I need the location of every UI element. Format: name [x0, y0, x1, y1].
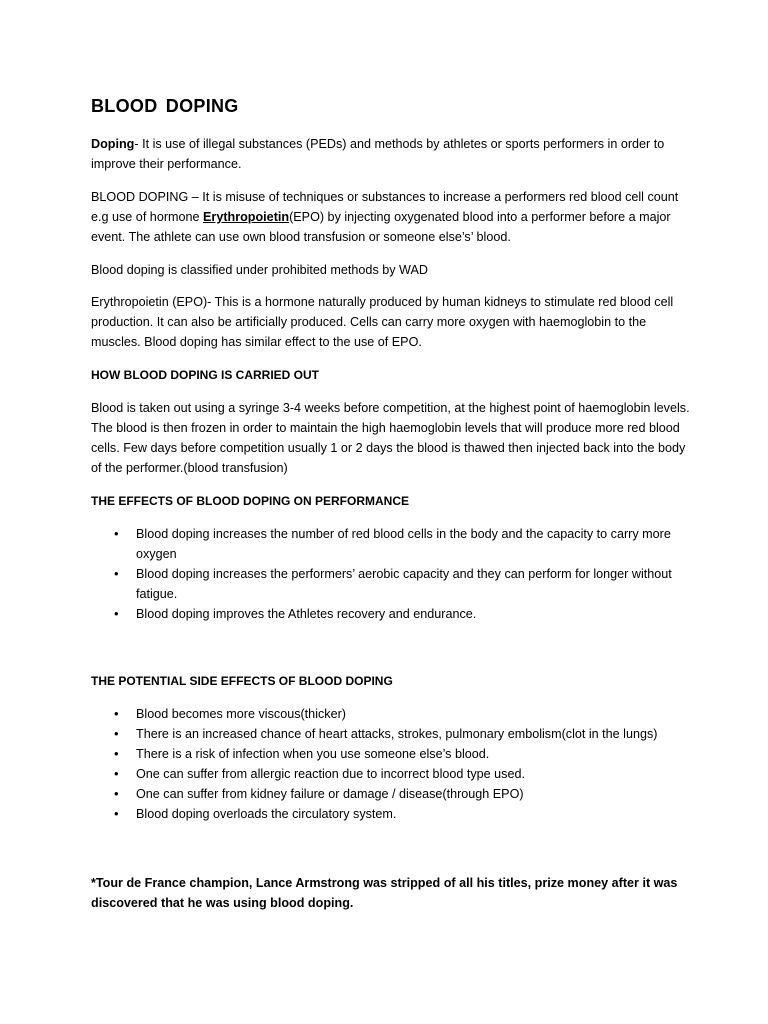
how-paragraph: Blood is taken out using a syringe 3-4 weeks before competition, at the highest point of haemoglobin levels. The blood is then frozen in order to maintain the high haemoglobin levels that will produce more red blood cells. Few days before competition usually 1 or 2 days the blood is thawed then injected back into the body of the performer.(blood transfusion) — [91, 401, 690, 475]
list-item: • One can suffer from kidney failure or damage / disease(through EPO) — [91, 784, 691, 804]
list-item: • There is an increased chance of heart attacks, strokes, pulmonary embolism(clot in the lungs) — [91, 724, 691, 744]
side-effects-list — [91, 704, 691, 824]
side-effects-heading: THE POTENTIAL SIDE EFFECTS OF BLOOD DOPING — [91, 674, 393, 688]
list-item: • Blood doping overloads the circulatory system. — [91, 804, 691, 824]
list-item: • Blood becomes more viscous(thicker) — [91, 704, 691, 724]
how-heading: HOW BLOOD DOPING IS CARRIED OUT — [91, 368, 319, 382]
effects-list — [91, 524, 691, 624]
doping-definition-text: - It is use of illegal substances (PEDs) and methods by athletes or sports performers in order to improve their performance. — [91, 137, 665, 171]
blood-doping-text-2: (EPO) by injecting oxygenated blood into a performer before a major event. The athlete can use own blood transfusion or someone else’s’ blood. — [91, 210, 671, 244]
list-item: • There is a risk of infection when you use someone else’s blood. — [91, 744, 691, 764]
epo-paragraph: Erythropoietin (EPO)- This is a hormone naturally produced by human kidneys to stimulate red blood cell production. It can also be artificially produced. Cells can carry more oxygen with haemoglobin to the muscles. Blood doping has similar effect to the use of EPO. — [91, 295, 674, 349]
doping-definition — [91, 134, 691, 174]
list-item: • Blood doping increases the performers’ aerobic capacity and they can perform for longer without fatigue. — [91, 564, 691, 604]
effects-heading: THE EFFECTS OF BLOOD DOPING ON PERFORMANCE — [91, 494, 410, 508]
blood-doping-text-1: BLOOD DOPING – It is misuse of techniques or substances to increase a performers red blood cell count e.g use of hormone — [91, 190, 679, 224]
blood-doping-definition — [91, 187, 691, 247]
list-item: • Blood doping improves the Athletes recovery and endurance. — [91, 604, 691, 624]
classified-statement: Blood doping is classified under prohibited methods by WAD — [91, 263, 428, 277]
erythropoietin-term: Erythropoietin — [203, 210, 290, 224]
list-item: • One can suffer from allergic reaction due to incorrect blood type used. — [91, 764, 691, 784]
list-item: • Blood doping increases the number of red blood cells in the body and the capacity to carry more oxygen — [91, 524, 691, 564]
page-title: BLOOD DOPING — [91, 96, 239, 116]
armstrong-note: *Tour de France champion, Lance Armstrong was stripped of all his titles, prize money after it was discovered that he was using blood doping. — [91, 876, 678, 910]
doping-term: Doping — [91, 137, 135, 151]
